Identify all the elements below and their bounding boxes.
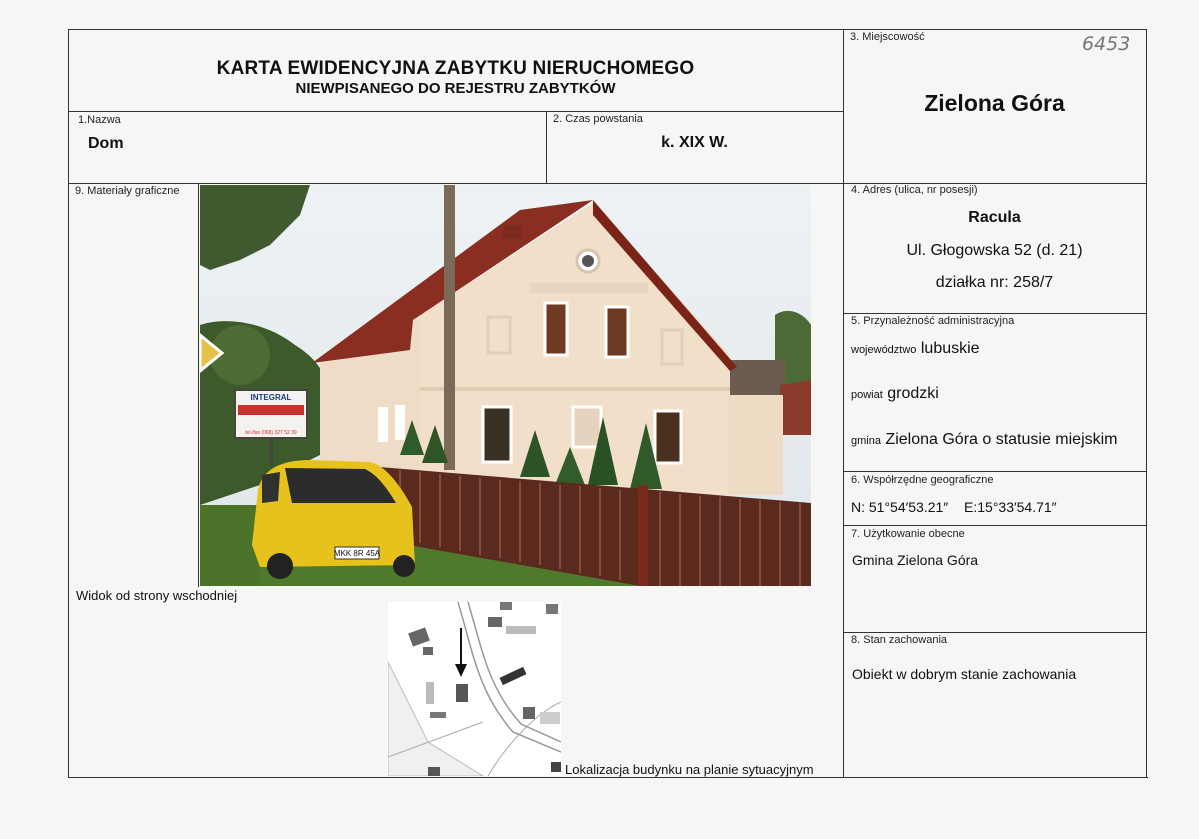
handwritten-number: 6453 (1082, 33, 1131, 55)
coordinates (851, 499, 1057, 515)
wojewodztwo-label: województwo (851, 344, 917, 356)
side-window-2 (395, 405, 405, 440)
chimney (503, 225, 521, 239)
map-building-8 (523, 707, 535, 719)
license-plate-text: MKK 8R 45A (333, 549, 381, 558)
map-building-4 (506, 626, 536, 634)
frame-bottom (68, 777, 1148, 778)
photo-frame-left (198, 183, 199, 587)
gmina-value: Zielona Góra o statusie miejskim (885, 431, 1118, 448)
adres-label: 4. Adres (ulica, nr posesji) (851, 184, 978, 196)
stan-value: Obiekt w dobrym stanie zachowania (852, 666, 1077, 682)
czas-label: 2. Czas powstania (553, 113, 643, 125)
card-title: KARTA EWIDENCYJNA ZABYTKU NIERUCHOMEGO (216, 58, 695, 79)
round-window-glass (582, 255, 594, 267)
coord-n: N: 51°54′53.21″ (851, 499, 949, 515)
neighbor-roof-red (780, 380, 811, 435)
photo-caption: Widok od strony wschodniej (76, 588, 238, 603)
column-divider (843, 29, 844, 778)
row-divider-7 (843, 525, 1146, 526)
map-building-9 (540, 712, 560, 724)
sign-post (270, 438, 273, 466)
gmina-row (851, 431, 1118, 449)
map-illustration (388, 602, 561, 776)
car-wheel-rear (393, 555, 415, 577)
window-upper-1 (545, 303, 567, 355)
map-building-2 (423, 647, 433, 655)
miejscowosc-value: Zielona Góra (924, 90, 1065, 116)
przynaleznosc-label: 5. Przynależność administracyjna (851, 315, 1015, 327)
row-divider-8 (843, 632, 1146, 633)
card-subtitle: NIEWPISANEGO DO REJESTRU ZABYTKÓW (295, 80, 616, 97)
sign-board-stripe (238, 405, 304, 415)
row-divider-5 (843, 313, 1146, 314)
situation-map (388, 602, 561, 776)
row-divider-main (68, 183, 1146, 184)
map-building-6 (546, 604, 558, 614)
sign-phone: tel./fax (068) 327 52 39 (245, 430, 297, 436)
wspolrzedne-label: 6. Współrzędne geograficzne (851, 474, 994, 486)
map-building-11 (426, 682, 434, 704)
map-building-3 (488, 617, 502, 627)
adres-locality: Racula (968, 209, 1021, 226)
nazwa-value: Dom (88, 135, 124, 152)
czas-value: k. XIX W. (661, 134, 728, 151)
fence-post (638, 485, 648, 586)
building-photo (200, 185, 811, 586)
stan-label: 8. Stan zachowania (851, 634, 948, 646)
map-caption: Lokalizacja budynku na planie sytuacyjnym (565, 762, 814, 777)
gable-cornice (530, 283, 648, 293)
adres-plot: działka nr: 258/7 (935, 274, 1054, 291)
car-wheel-front (267, 553, 293, 579)
row-divider-6 (843, 471, 1146, 472)
window-lower-2 (655, 411, 681, 463)
map-building-5 (500, 602, 512, 610)
powiat-label: powiat (851, 389, 883, 401)
frame-right (1146, 29, 1147, 778)
photo-illustration (200, 185, 811, 586)
coord-e: E:15°33′54.71″ (964, 499, 1057, 515)
miejscowosc-label: 3. Miejscowość (850, 31, 925, 43)
window-upper-2 (606, 307, 628, 357)
map-building-13 (428, 767, 440, 776)
sign-brand: INTEGRAL (250, 393, 292, 402)
map-building-12 (551, 762, 561, 772)
gmina-label: gmina (851, 435, 881, 447)
wojewodztwo-row (851, 340, 980, 358)
house-annex (728, 395, 783, 495)
map-target-building (456, 684, 468, 702)
floor-cornice (420, 387, 730, 391)
nazwa-label: 1.Nazwa (78, 114, 121, 126)
powiat-value: grodzki (887, 385, 939, 402)
frame-top (68, 29, 1146, 30)
side-window-1 (378, 407, 388, 442)
uzytkowanie-label: 7. Użytkowanie obecne (851, 528, 965, 540)
car-side-window (262, 472, 280, 503)
header-divider (68, 111, 843, 112)
map-building-10 (430, 712, 446, 718)
grass-left (200, 505, 260, 586)
materialy-label: 9. Materiały graficzne (75, 185, 180, 197)
adres-street: Ul. Głogowska 52 (d. 21) (906, 242, 1083, 259)
uzytkowanie-value: Gmina Zielona Góra (852, 552, 979, 568)
wojewodztwo-value: lubuskie (920, 340, 980, 357)
utility-pole (444, 185, 455, 470)
window-lower-1 (483, 407, 511, 462)
door-lower (573, 407, 601, 447)
powiat-row (851, 385, 939, 403)
frame-left (68, 29, 69, 778)
